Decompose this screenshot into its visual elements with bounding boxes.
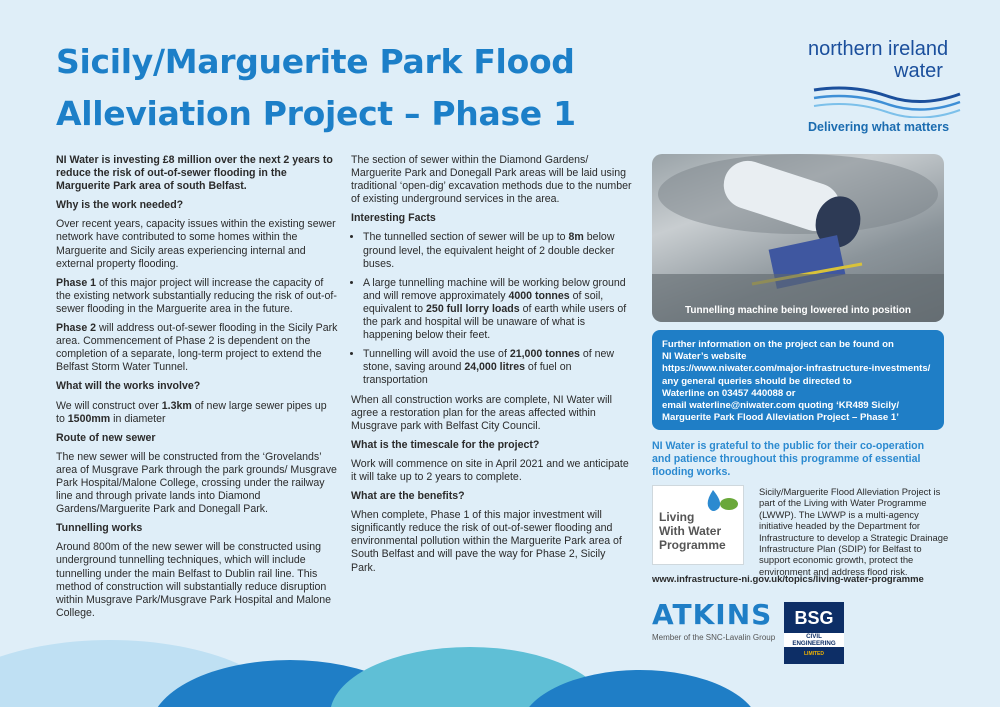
fact1-a: The tunnelled section of sewer will be up to <box>363 231 569 244</box>
title-line-1: Sicily/Marguerite Park Flood <box>56 42 575 81</box>
wave-icon <box>812 84 962 118</box>
restore-paragraph: When all construction works are complete, NI Water will agree a restoration plan for the areas affected within Musgrave park with Belfast City Council. <box>351 393 613 432</box>
info-line-2: NI Water’s website <box>662 351 747 363</box>
involve-diameter: 1500mm <box>67 412 111 425</box>
phase1-label: Phase 1 <box>56 276 97 289</box>
involve-length: 1.3km <box>161 399 192 412</box>
facts-list <box>351 231 633 387</box>
phase2-label: Phase 2 <box>56 322 97 335</box>
logo-line-2: water <box>894 60 943 82</box>
fact3-a: Tunnelling will avoid the use of <box>363 348 510 361</box>
tunnelling-machine-image <box>652 154 944 322</box>
bsg-sub2: LIMITED <box>804 651 824 657</box>
bsg-sub: CIVIL ENGINEERING <box>784 633 844 647</box>
fact2-b: 4000 tonnes <box>508 289 570 302</box>
lwwp-line-3: Programme <box>659 538 726 552</box>
fact-item <box>363 231 633 270</box>
atkins-logo: ATKINS <box>652 598 773 631</box>
grateful-text: NI Water is grateful to the public for their co-operation and patience throughout this programme of essential flooding works. <box>652 440 925 479</box>
fact3-c: of new stone, saving around <box>363 348 615 374</box>
fact3-e: of fuel on transportation <box>363 361 572 387</box>
title-line-2: Alleviation Project – Phase 1 <box>56 94 576 133</box>
photo-caption: Tunnelling machine being lowered into position <box>685 305 911 316</box>
involve-text-c: of new large sewer pipes up to <box>56 399 327 425</box>
lwwp-description: Sicily/Marguerite Flood Alleviation Project is part of the Living with Water Programme (LWWP). The LWWP is a multi-agency initiative headed by the Department for Infrastructure to develop a Strategic Drainage Infrastructure Plan (SDIP) for Belfast to support economic growth, protect the environment and address flood risk. <box>759 486 949 577</box>
tunnelling-paragraph: Around 800m of the new sewer will be constructed using underground tunnelling techniques, which will include tunnelling under the main Belfast to Dublin rail line. This method of construction will substantially reduce disruption within Musgrave Park/Musgrave Park Hospital and Malone College. <box>56 541 331 619</box>
phase1-paragraph <box>56 277 338 316</box>
heading-facts: Interesting Facts <box>351 212 436 225</box>
fact-item <box>363 348 633 387</box>
atkins-subtitle: Member of the SNC-Lavalin Group <box>652 633 776 642</box>
heading-route: Route of new sewer <box>56 431 156 444</box>
fact2-d: 250 full lorry loads <box>426 302 520 315</box>
column-1 <box>56 154 338 626</box>
info-line-1: Further information on the project can be found on <box>662 339 894 350</box>
heading-tunnelling: Tunnelling works <box>56 522 143 535</box>
bsg-name: BSG <box>794 608 834 628</box>
living-with-water-logo <box>652 485 744 565</box>
lwwp-line-2: With Water <box>659 524 722 538</box>
lwwp-line-1: Living <box>659 510 695 524</box>
fact3-b: 21,000 tonnes <box>509 348 580 361</box>
benefits-paragraph: When complete, Phase 1 of this major investment will significantly reduce the risk of out-of-sewer flooding and environmental pollution within the Marguerite Park area of South Belfast and will pave the way for Phase 2, Sicily Park. <box>351 509 622 574</box>
info-line-4: any general queries should be directed to <box>662 375 852 387</box>
tunnelling-photo <box>652 154 944 322</box>
info-line-7: Marguerite Park Flood Alleviation Project – Phase 1’ <box>662 412 899 424</box>
section-paragraph: The section of sewer within the Diamond Gardens/ Marguerite Park and Donegall Park areas will be laid using traditional ‘open-dig’ excavation methods due to the number of existing underground services in the area. <box>351 154 632 206</box>
infrastructure-url[interactable]: www.infrastructure-ni.gov.uk/topics/living-water-programme <box>652 574 924 585</box>
heading-timescale: What is the timescale for the project? <box>351 438 540 451</box>
phase2-text: will address out-of-sewer flooding in the Sicily Park area. Commencement of Phase 2 is dependent on the completion of a separate, long-term project to extend the Belfast Storm Water Tunnel. <box>56 322 338 374</box>
intro-paragraph: NI Water is investing £8 million over the next 2 years to reduce the risk of out-of-sewer flooding in the Marguerite Park area of south Belfast. <box>56 154 333 193</box>
fact2-e: of earth while users of the park and hospital will be unaware of what is happening below their feet. <box>363 302 627 342</box>
involve-text-e: in diameter <box>110 412 166 425</box>
column-2 <box>351 154 633 581</box>
route-paragraph: The new sewer will be constructed from the ‘Grovelands’ area of Musgrave Park through the park grounds/ Musgrave Park Hospital/Malone College, crossing under the railway line and through private lands into Diamond Gardens/Marguerite Park and Donegall Park. <box>56 450 337 516</box>
why-paragraph: Over recent years, capacity issues within the existing sewer network have contributed to some homes within the Marguerite and Sicily areas experiencing internal and external property flooding. <box>56 218 336 270</box>
involve-text-a: We will construct over <box>56 399 162 412</box>
info-box <box>652 330 944 430</box>
timescale-paragraph: Work will commence on site in April 2021 and we anticipate it will take up to 2 years to complete. <box>351 457 629 483</box>
logo-tagline: Delivering what matters <box>808 120 950 134</box>
involve-paragraph <box>56 400 338 426</box>
fact1-b: 8m <box>568 231 584 244</box>
lwwp-logo-text <box>659 510 726 552</box>
logo-line-1: northern ireland <box>808 38 949 60</box>
heading-why: Why is the work needed? <box>56 199 184 212</box>
page-title <box>56 36 696 140</box>
fact2-c: of soil, equivalent to <box>363 289 604 315</box>
heading-benefits: What are the benefits? <box>351 490 465 503</box>
fact1-c: below ground level, the equivalent height of 2 double decker buses. <box>363 231 615 270</box>
phase2-paragraph <box>56 322 338 374</box>
ni-water-logo <box>808 38 968 134</box>
website-link[interactable]: https://www.niwater.com/major-infrastructure-investments/ <box>662 363 931 375</box>
info-line-6: email waterline@niwater.com quoting ‘KR489 Sicily/ <box>662 400 900 412</box>
fact2-a: A large tunnelling machine will be working below ground and will remove approximately <box>363 276 626 302</box>
fact3-d: 24,000 litres <box>464 361 525 374</box>
heading-involve: What will the works involve? <box>56 380 201 393</box>
info-line-5: Waterline on 03457 440088 or <box>662 387 796 399</box>
phase1-text: of this major project will increase the capacity of the existing network substantially reducing the risk of out-of-sewer flooding in the Marguerite area in the future. <box>56 276 337 315</box>
decorative-waves <box>0 600 1000 707</box>
fact-item <box>363 277 633 342</box>
